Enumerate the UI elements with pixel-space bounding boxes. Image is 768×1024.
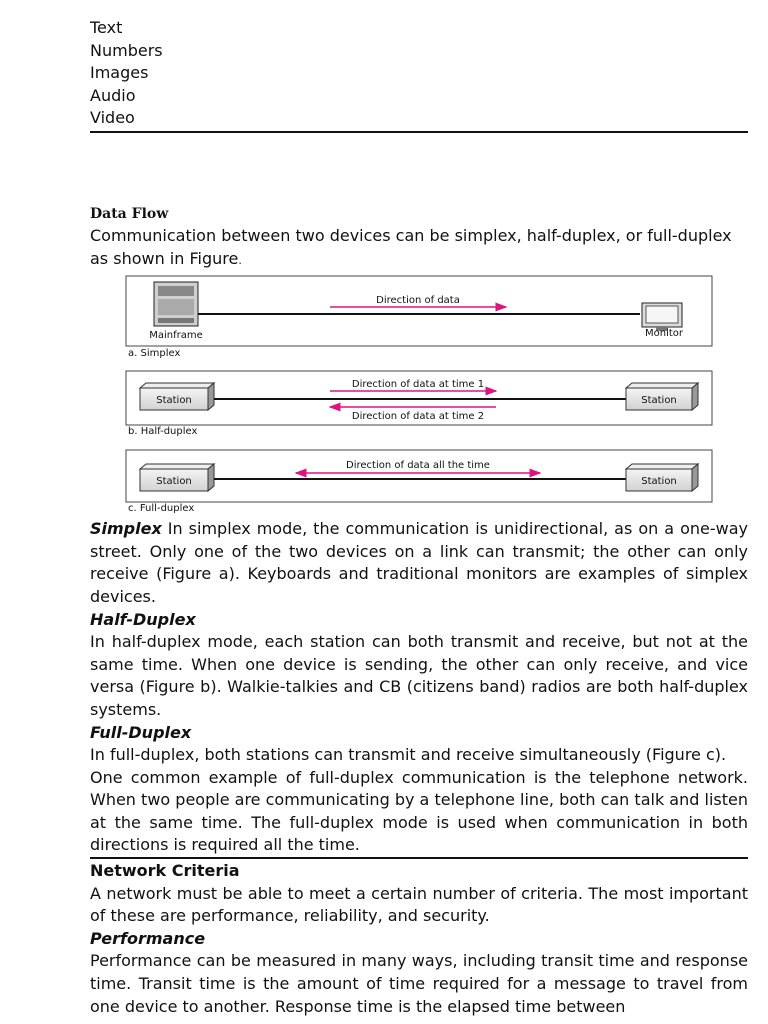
divider	[90, 857, 748, 859]
performance-paragraph: Performance can be measured in many ways, including transit time and response time. Transit time is the amount of time required for a message to travel from one device to another. Response time is the elapsed time between	[90, 951, 748, 1016]
simplex-paragraph	[90, 518, 748, 608]
list-item: Audio	[90, 85, 136, 105]
monitor-label: Monitor	[644, 328, 684, 340]
list-item: Video	[90, 108, 135, 128]
list-item: Numbers	[90, 40, 163, 60]
station-right-label: Station	[641, 395, 677, 407]
simplex-arrow-label: Direction of data	[376, 295, 460, 307]
full-duplex-heading: Full-Duplex	[90, 722, 192, 742]
half-duplex-paragraph: In half-duplex mode, each station can both transmit and receive, but not at the same time. When one device is sending, the other can only receive, and vice versa (Figure b). Walkie-talkies and CB (citizens band) radios are both half-duplex systems.	[90, 632, 748, 719]
data-flow-diagram	[90, 274, 748, 518]
monitor-icon	[642, 303, 682, 331]
divider	[90, 131, 748, 133]
performance-heading: Performance	[90, 928, 206, 948]
list-item: Images	[90, 63, 149, 83]
data-flow-figure	[90, 274, 748, 518]
mainframe-icon	[154, 282, 198, 326]
intro-text: Communication between two devices can be simplex, half-duplex, or full-duplex as shown in Figure	[90, 225, 732, 268]
station-right-label: Station	[641, 476, 677, 488]
intro-period: .	[238, 253, 242, 267]
simplex-panel	[126, 276, 712, 359]
mainframe-label: Mainframe	[149, 330, 203, 342]
full-duplex-panel	[126, 450, 712, 514]
station-left-label: Station	[156, 476, 192, 488]
list-item: Text	[90, 18, 123, 37]
simplex-lead: Simplex	[90, 519, 162, 539]
half-duplex-label-2: Direction of data at time 2	[351, 411, 485, 423]
data-flow-heading: Data Flow	[90, 205, 169, 222]
half-duplex-heading: Half-Duplex	[90, 609, 196, 629]
network-criteria-paragraph: A network must be able to meet a certain number of criteria. The most important of these are performance, reliability, and security.	[90, 883, 748, 926]
half-duplex-panel	[126, 371, 712, 437]
half-duplex-label-1: Direction of data at time 1	[351, 379, 485, 391]
full-duplex-caption: c. Full-duplex	[128, 503, 195, 515]
network-criteria-heading: Network Criteria	[90, 861, 240, 881]
full-duplex-label: Direction of data all the time	[346, 460, 490, 472]
data-flow-intro	[90, 225, 748, 272]
simplex-caption: a. Simplex	[128, 348, 181, 360]
half-duplex-caption: b. Half-duplex	[128, 426, 198, 438]
full-duplex-paragraph-2: One common example of full-duplex communication is the telephone network. When two people are communicating by a telephone line, both can talk and listen at the same time. The full-duplex mode is used when communication in both directions is required all the time.	[90, 767, 748, 855]
document-page	[90, 17, 748, 1018]
full-duplex-paragraph-1: In full-duplex, both stations can transmit and receive simultaneously (Figure c).	[90, 745, 727, 765]
station-left-label: Station	[156, 395, 192, 407]
simplex-text: In simplex mode, the communication is unidirectional, as on a one-way street. Only one of the two devices on a link can transmit; the other can only receive (Figure a). Keyboards and traditional monitors are examples of simplex devices.	[90, 519, 748, 606]
data-types-list	[90, 17, 748, 130]
